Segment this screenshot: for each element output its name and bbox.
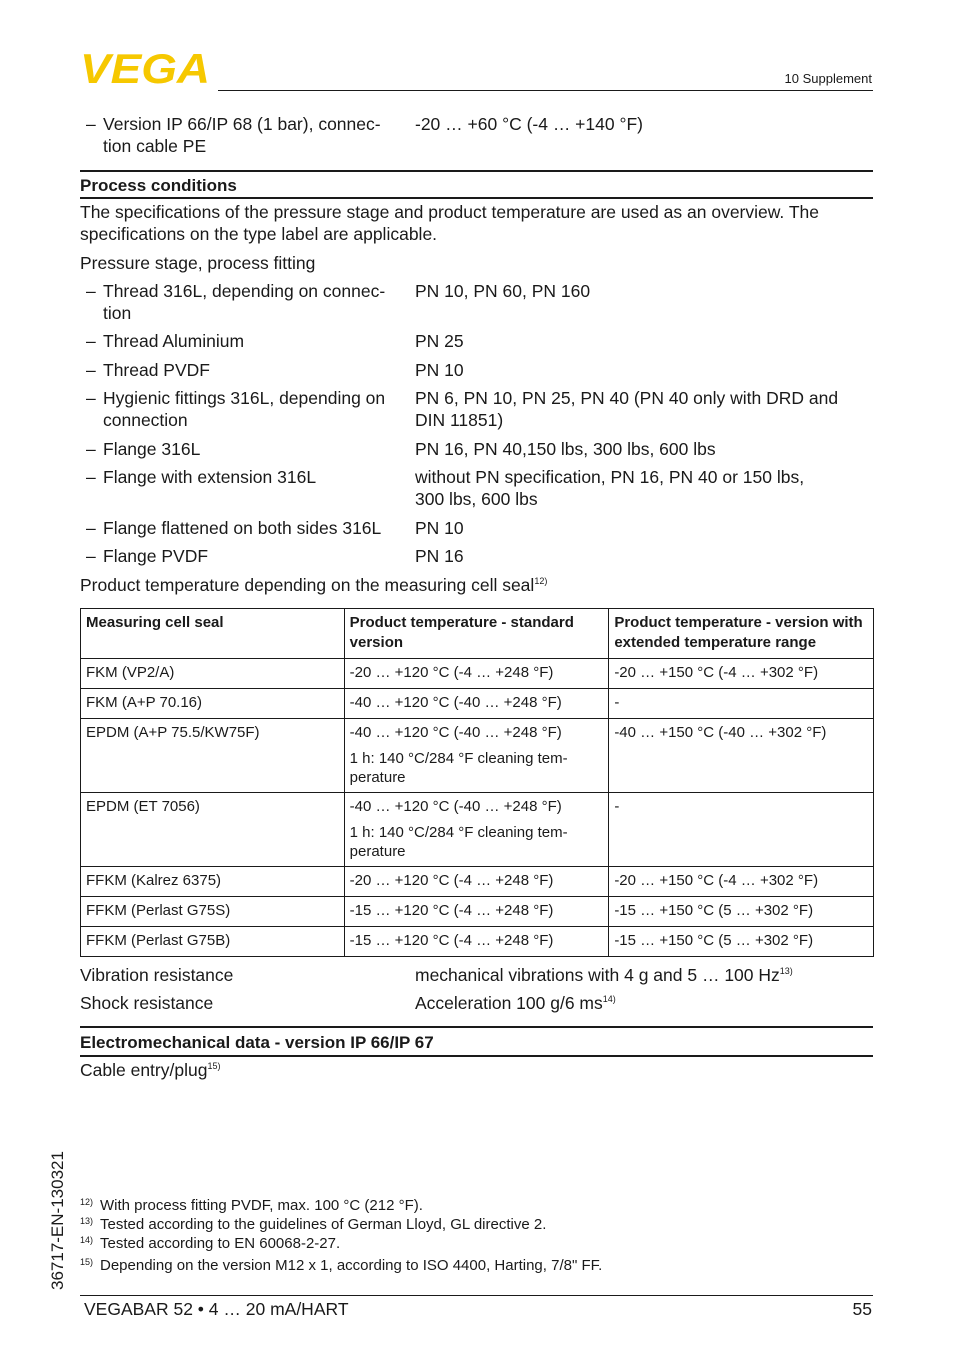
section-rule-top xyxy=(80,170,873,172)
vibration-value xyxy=(415,964,793,986)
table-header-cell: Product temperature - standard version xyxy=(344,609,609,659)
shock-value xyxy=(415,992,616,1014)
pressure-item-value: PN 10 xyxy=(415,360,464,380)
table-row xyxy=(81,689,874,719)
footnote xyxy=(80,1235,340,1252)
footnote-text: Tested according to the guidelines of German Lloyd, GL directive 2. xyxy=(100,1216,547,1233)
process-conditions-heading: Process conditions xyxy=(80,176,237,195)
product-temperature-title xyxy=(80,574,870,596)
cleaning-note: 1 h: 140 °C/284 °F cleaning tem- perature xyxy=(349,824,568,860)
standard-temp-cell: -20 … +120 °C (-4 … +248 °F) xyxy=(344,659,609,689)
pressure-item-label: Hygienic fittings 316L, depending on connection xyxy=(103,388,386,430)
pressure-stage-title: Pressure stage, process fitting xyxy=(80,253,316,273)
seal-cell: FKM (VP2/A) xyxy=(81,659,345,689)
table-row xyxy=(81,659,874,689)
extended-temp-cell: -20 … +150 °C (-4 … +302 °F) xyxy=(609,867,874,897)
table-row xyxy=(81,897,874,927)
shock-label: Shock resistance xyxy=(80,993,214,1013)
table-row xyxy=(81,867,874,897)
pressure-item-value: PN 10 xyxy=(415,518,464,538)
standard-temp-cell: -20 … +120 °C (-4 … +248 °F) xyxy=(344,867,609,897)
pressure-item-label: Flange PVDF xyxy=(103,546,209,566)
extended-temp-cell: -15 … +150 °C (5 … +302 °F) xyxy=(609,897,874,927)
footnote-number: 12) xyxy=(80,1197,94,1207)
seal-cell: FFKM (Kalrez 6375) xyxy=(81,867,345,897)
pressure-item-label: Thread 316L, depending on connec- tion xyxy=(103,281,386,323)
product-temperature-text: Product temperature depending on the measuring cell seal xyxy=(80,575,535,595)
top-item-value: -20 … +60 °C (-4 … +140 °F) xyxy=(415,114,643,134)
footnote-text: Tested according to EN 60068-2-27. xyxy=(100,1235,341,1252)
cleaning-note: 1 h: 140 °C/284 °F cleaning tem- perature xyxy=(349,750,568,786)
standard-temp-value: -40 … +120 °C (-40 … +248 °F) xyxy=(349,724,562,741)
pressure-item-label: Thread PVDF xyxy=(103,360,210,380)
footnote-number: 14) xyxy=(80,1235,94,1245)
pressure-item-value: PN 6, PN 10, PN 25, PN 40 (PN 40 only with DRD and DIN 11851) xyxy=(415,388,839,430)
table-header-cell: Product temperature - version with extended temperature range xyxy=(609,609,874,659)
electromechanical-heading: Electromechanical data - version IP 66/IP 67 xyxy=(80,1033,434,1052)
footnote-text: Depending on the version M12 x 1, according to ISO 4400, Harting, 7/8" FF. xyxy=(100,1257,603,1274)
footnote-ref: 14) xyxy=(602,994,616,1004)
footnote xyxy=(80,1257,602,1274)
vibration-value-text: mechanical vibrations with 4 g and 5 … 100 Hz xyxy=(415,965,780,985)
footnote-number: 15) xyxy=(80,1257,94,1267)
standard-temp-value: -40 … +120 °C (-40 … +248 °F) xyxy=(349,798,562,815)
footnote xyxy=(80,1197,423,1214)
section-rule-bottom xyxy=(80,1055,873,1057)
footnote-ref: 15) xyxy=(207,1061,221,1071)
vega-logo xyxy=(80,50,212,86)
footer-product: VEGABAR 52 • 4 … 20 mA/HART xyxy=(84,1299,349,1319)
logo-text: VEGA xyxy=(80,50,210,86)
measuring-cell-seal-table xyxy=(80,608,874,957)
pressure-item-label: Flange 316L xyxy=(103,439,201,459)
pressure-item-value: PN 10, PN 60, PN 160 xyxy=(415,281,591,301)
footnote-number: 13) xyxy=(80,1216,94,1226)
cable-entry-text: Cable entry/plug xyxy=(80,1060,208,1080)
cable-entry-label xyxy=(80,1059,220,1081)
table-header-cell: Measuring cell seal xyxy=(81,609,345,659)
seal-cell: FFKM (Perlast G75S) xyxy=(81,897,345,927)
top-item-label: Version IP 66/IP 68 (1 bar), connec- tion cable PE xyxy=(103,114,381,156)
pressure-item-value: without PN specification, PN 16, PN 40 or 150 lbs, 300 lbs, 600 lbs xyxy=(415,467,805,509)
section-rule-bottom xyxy=(80,197,873,199)
pressure-item-label: Flange with extension 316L xyxy=(103,467,317,487)
extended-temp-cell: -40 … +150 °C (-40 … +302 °F) xyxy=(609,719,874,793)
header-divider xyxy=(218,90,873,91)
section-label: 10 Supplement xyxy=(784,71,872,86)
document-id: 36717-EN-130321 xyxy=(48,1151,67,1290)
table-row xyxy=(81,927,874,957)
standard-temp-cell xyxy=(344,719,609,793)
page-number: 55 xyxy=(852,1299,872,1319)
footnote-ref: 13) xyxy=(779,966,793,976)
table-row xyxy=(81,793,874,867)
process-intro: The specifications of the pressure stage and product temperature are used as an overview. The specifications on the type label are applicable. xyxy=(80,202,819,244)
pressure-item-label: Thread Aluminium xyxy=(103,331,245,351)
section-rule-top xyxy=(80,1026,873,1028)
footnote-text: With process fitting PVDF, max. 100 °C (212 °F). xyxy=(100,1197,423,1214)
standard-temp-cell: -15 … +120 °C (-4 … +248 °F) xyxy=(344,927,609,957)
standard-temp-cell: -40 … +120 °C (-40 … +248 °F) xyxy=(344,689,609,719)
extended-temp-cell: - xyxy=(609,689,874,719)
seal-cell: EPDM (ET 7056) xyxy=(81,793,345,867)
footer-divider xyxy=(80,1295,873,1296)
footnote xyxy=(80,1216,546,1233)
pressure-item-value: PN 16 xyxy=(415,546,464,566)
seal-cell: EPDM (A+P 75.5/KW75F) xyxy=(81,719,345,793)
pressure-item-value: PN 16, PN 40,150 lbs, 300 lbs, 600 lbs xyxy=(415,439,716,459)
standard-temp-cell: -15 … +120 °C (-4 … +248 °F) xyxy=(344,897,609,927)
seal-cell: FKM (A+P 70.16) xyxy=(81,689,345,719)
pressure-item-value: PN 25 xyxy=(415,331,464,351)
footnote-ref: 12) xyxy=(534,576,548,586)
extended-temp-cell: - xyxy=(609,793,874,867)
seal-cell: FFKM (Perlast G75B) xyxy=(81,927,345,957)
table-header-row xyxy=(81,609,874,659)
extended-temp-cell: -20 … +150 °C (-4 … +302 °F) xyxy=(609,659,874,689)
shock-value-text: Acceleration 100 g/6 ms xyxy=(415,993,603,1013)
standard-temp-cell xyxy=(344,793,609,867)
vibration-label: Vibration resistance xyxy=(80,965,234,985)
extended-temp-cell: -15 … +150 °C (5 … +302 °F) xyxy=(609,927,874,957)
table-row xyxy=(81,719,874,793)
pressure-item-label: Flange flattened on both sides 316L xyxy=(103,518,382,538)
